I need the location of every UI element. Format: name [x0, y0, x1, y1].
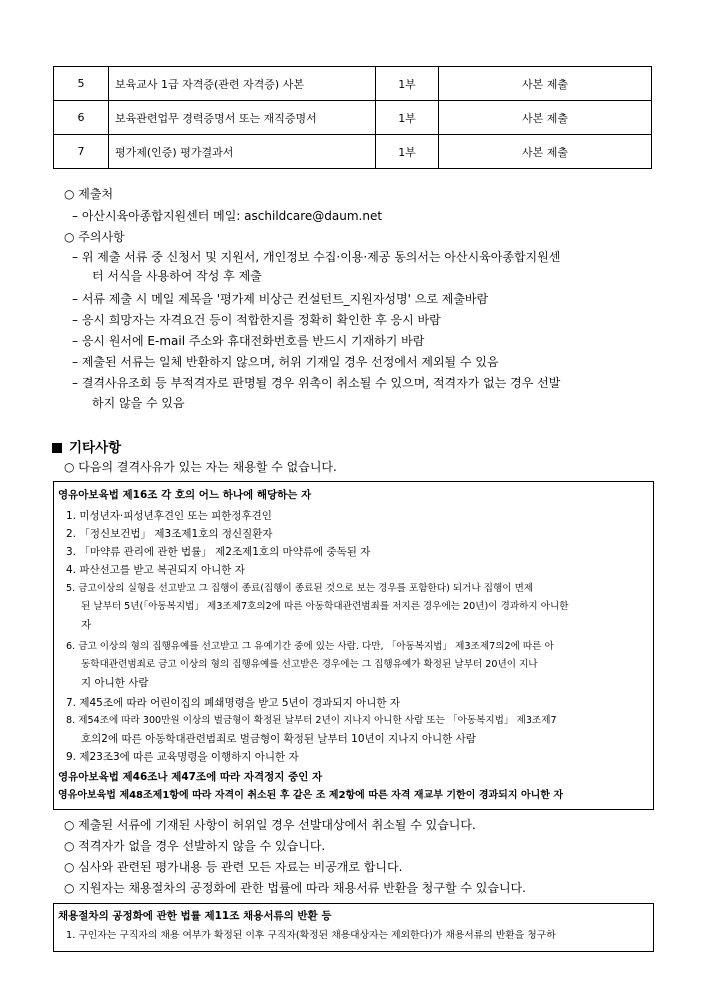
box-line: 자	[81, 619, 92, 631]
box-line: 1. 미성년자·피성년후견인 또는 피한정후견인	[66, 510, 272, 522]
section-title-text: 기타사항	[69, 440, 122, 456]
document-name: 보육교사 1급 자격증(관련 자격증) 사본	[109, 67, 376, 101]
document-name: 평가제(인증) 평가결과서	[109, 135, 376, 169]
disqualification-intro: ○ 다음의 결격사유가 있는 자는 채용할 수 없습니다.	[64, 460, 337, 474]
submission-heading: ○ 제출처	[64, 187, 114, 201]
row-number: 5	[54, 67, 109, 101]
notes-line: – 응시 희망자는 자격요건 등이 적합한지를 정확히 확인한 후 응시 바람	[72, 313, 441, 327]
document-name: 보육관련업무 경력증명서 또는 재직증명서	[109, 101, 376, 135]
box-line: 호의2에 따른 아동학대관련범죄로 벌금형이 확정된 날부터 10년이 지나지 아니한 사람	[81, 733, 476, 745]
box-footer: 영유아보육법 제48조제1항에 따라 자격이 취소된 후 같은 조 제2항에 따른 자격 재교부 기한이 경과되지 아니한 자	[58, 790, 564, 801]
notes-line: 터 서식을 사용하여 작성 후 제출	[92, 269, 262, 283]
document-note: 사본 제출	[439, 101, 652, 135]
box-line: 5. 금고이상의 실형을 선고받고 그 집행이 종료(집행이 종료된 것으로 보는 경우를 포함한다) 되거나 집행이 면제	[66, 583, 534, 594]
after-note: ○ 적격자가 없을 경우 선발하지 않을 수 있습니다.	[64, 839, 326, 853]
box-line: 7. 제45조에 따라 어린이집의 폐쇄명령을 받고 5년이 경과되지 아니한 자	[66, 697, 400, 709]
box-header: 영유아보육법 제16조 각 호의 어느 하나에 해당하는 자	[58, 489, 312, 501]
after-note: ○ 지원자는 채용절차의 공정화에 관한 법률에 따라 채용서류 반환을 청구할 수 있습니다.	[64, 881, 526, 895]
row-number: 7	[54, 135, 109, 169]
table-row	[54, 135, 652, 169]
box-line: 4. 파산선고를 받고 복권되지 아니한 자	[66, 564, 245, 576]
section-title	[52, 436, 121, 456]
box-line: 된 날부터 5년(「아동복지법」 제3조제7호의2에 따른 아동학대관련범죄를 저지른 경우에는 20년)이 경과하지 아니한	[81, 601, 569, 612]
box-footer: 영유아보육법 제46조나 제47조에 따라 자격정지 중인 자	[58, 771, 323, 783]
box-line: 9. 제23조3에 따른 교육명령을 이행하지 아니한 자	[66, 751, 299, 763]
table-row	[54, 101, 652, 135]
document-note: 사본 제출	[439, 67, 652, 101]
notes-line: 하지 않을 수 있음	[92, 396, 185, 410]
disqualification-box	[53, 481, 654, 810]
document-note: 사본 제출	[439, 135, 652, 169]
box-line: 3. 「마약류 관리에 관한 법률」 제2조제1호의 마약류에 중독된 자	[66, 546, 371, 558]
submission-email-line: – 아산시육아종합지원센터 메일: aschildcare@daum.net	[72, 209, 383, 223]
document-quantity: 1부	[376, 101, 439, 135]
notes-line: – 위 제출 서류 중 신청서 및 지원서, 개인정보 수집·이용·제공 동의서는 아산시육아종합지원센	[72, 250, 561, 264]
box-header: 채용절차의 공정화에 관한 법률 제11조 채용서류의 반환 등	[58, 910, 332, 922]
notes-line: – 서류 제출 시 메일 제목을 '평가제 비상근 컨설턴트_지원자성명' 으로 제출바람	[72, 292, 489, 306]
box-line: 8. 제54조에 따라 300만원 이상의 벌금형이 확정된 날부터 2년이 지나지 아니한 사람 또는 「아동복지법」 제3조제7	[66, 715, 557, 726]
return-documents-box	[53, 903, 654, 952]
box-line: 지 아니한 사람	[81, 677, 149, 689]
document-quantity: 1부	[376, 67, 439, 101]
document-quantity: 1부	[376, 135, 439, 169]
square-bullet-icon	[52, 443, 62, 453]
table-row	[54, 67, 652, 101]
box-line: 6. 금고 이상의 형의 집행유예를 선고받고 그 유예기간 중에 있는 사람. 다만, 「아동복지법」 제3조제7의2에 따른 아	[66, 641, 554, 652]
box-line: 2. 「정신보건법」 제3조제1호의 정신질환자	[66, 528, 273, 540]
notes-heading: ○ 주의사항	[64, 230, 125, 244]
after-note: ○ 제출된 서류에 기재된 사항이 허위일 경우 선발대상에서 취소될 수 있습니다.	[64, 818, 476, 832]
box-line: 1. 구인자는 구직자의 채용 여부가 확정된 이후 구직자(확정된 채용대상자는 제외한다)가 채용서류의 반환을 청구하	[66, 930, 556, 941]
after-note: ○ 심사와 관련된 평가내용 등 관련 모든 자료는 비공개로 합니다.	[64, 860, 403, 874]
required-documents-table	[53, 66, 652, 169]
box-line: 동학대관련범죄로 금고 이상의 형의 집행유예를 선고받은 경우에는 그 집행유예가 확정된 날부터 20년이 지나	[81, 659, 538, 670]
notes-line: – 제출된 서류는 일체 반환하지 않으며, 허위 기재일 경우 선정에서 제외될 수 있음	[72, 355, 499, 369]
notes-line: – 응시 원서에 E-mail 주소와 휴대전화번호를 반드시 기재하기 바람	[72, 334, 425, 348]
notes-line: – 결격사유조회 등 부적격자로 판명될 경우 위촉이 취소될 수 있으며, 적격자가 없는 경우 선발	[72, 376, 561, 390]
row-number: 6	[54, 101, 109, 135]
